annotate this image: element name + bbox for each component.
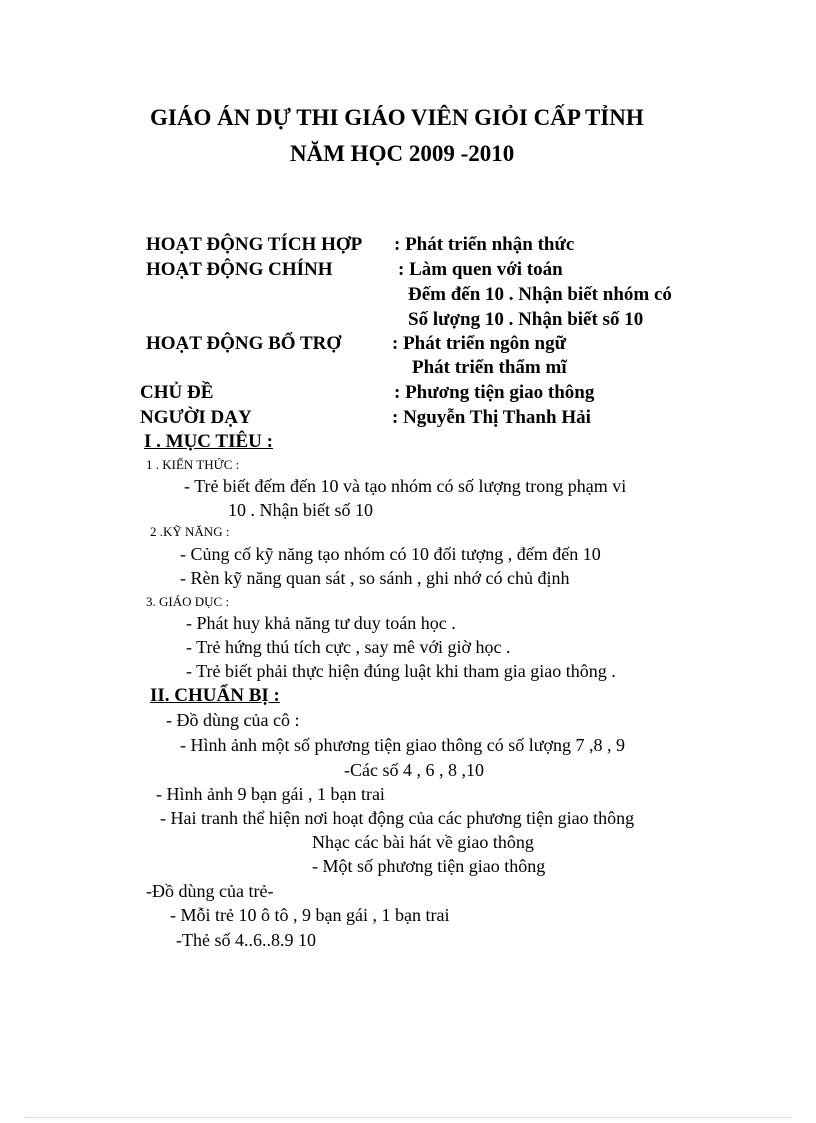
support-activity-label: HOẠT ĐỘNG BỔ TRỢ [146,333,342,354]
child-material-item: -Thẻ số 4..6..8.9 10 [176,930,316,950]
child-material-item: - Mỗi trẻ 10 ô tô , 9 bạn gái , 1 bạn trai [170,905,450,925]
teacher-materials-heading: - Đồ dùng của cô : [166,710,300,730]
integrated-activity-label: HOẠT ĐỘNG TÍCH HỢP [146,234,363,255]
teacher-material-item: - Một số phương tiện giao thông [312,856,546,876]
education-heading: 3. GIÁO DỤC : [146,594,230,609]
preparation-heading: II. CHUẨN BỊ : [150,685,280,706]
support-activity-detail: Phát triển thẩm mĩ [412,357,567,378]
theme-label: CHỦ ĐỀ [140,382,214,403]
teacher-value: : Nguyễn Thị Thanh Hải [392,407,591,428]
teacher-material-item: -Các số 4 , 6 , 8 ,10 [344,760,484,780]
teacher-material-item: Nhạc các bài hát về giao thông [312,832,534,852]
main-activity-label: HOẠT ĐỘNG CHÍNH [146,259,333,280]
teacher-material-item: - Hình ảnh một số phương tiện giao thông có số lượng 7 ,8 , 9 [180,735,626,755]
knowledge-item-continued: 10 . Nhận biết số 10 [228,500,373,520]
skills-item: - Củng cố kỹ năng tạo nhóm có 10 đối tượng , đếm đến 10 [180,544,601,564]
skills-heading: 2 .KỸ NĂNG : [150,524,230,539]
main-activity-detail: Đếm đến 10 . Nhận biết nhóm có [408,284,672,305]
teacher-material-item: - Hai tranh thể hiện nơi hoạt động của các phương tiện giao thông [160,808,635,828]
theme-value: : Phương tiện giao thông [394,382,595,403]
document-title: GIÁO ÁN DỰ THI GIÁO VIÊN GIỎI CẤP TỈNH [150,105,644,130]
document-subtitle: NĂM HỌC 2009 -2010 [290,141,515,166]
teacher-label: NGƯỜI DẠY [140,407,252,428]
child-materials-heading: -Đồ dùng của trẻ- [146,881,274,901]
objectives-heading: I . MỤC TIÊU : [144,431,273,452]
teacher-material-item: - Hình ảnh 9 bạn gái , 1 bạn trai [156,784,385,804]
support-activity-value: : Phát triển ngôn ngữ [392,333,566,354]
education-item: - Trẻ hứng thú tích cực , say mê với giờ học . [186,637,511,657]
knowledge-heading: 1 . KIẾN THỨC : [146,457,240,472]
page-bottom-divider [24,1117,792,1118]
education-item: - Phát huy khả năng tư duy toán học . [186,613,456,633]
education-item: - Trẻ biết phải thực hiện đúng luật khi tham gia giao thông . [186,661,616,681]
skills-item: - Rèn kỹ năng quan sát , so sánh , ghi nhớ có chủ định [180,568,570,588]
main-activity-value: : Làm quen với toán [398,259,563,280]
integrated-activity-value: : Phát triển nhận thức [394,234,575,255]
main-activity-detail: Số lượng 10 . Nhận biết số 10 [408,309,644,330]
knowledge-item: - Trẻ biết đếm đến 10 và tạo nhóm có số lượng trong phạm vi [184,476,627,496]
